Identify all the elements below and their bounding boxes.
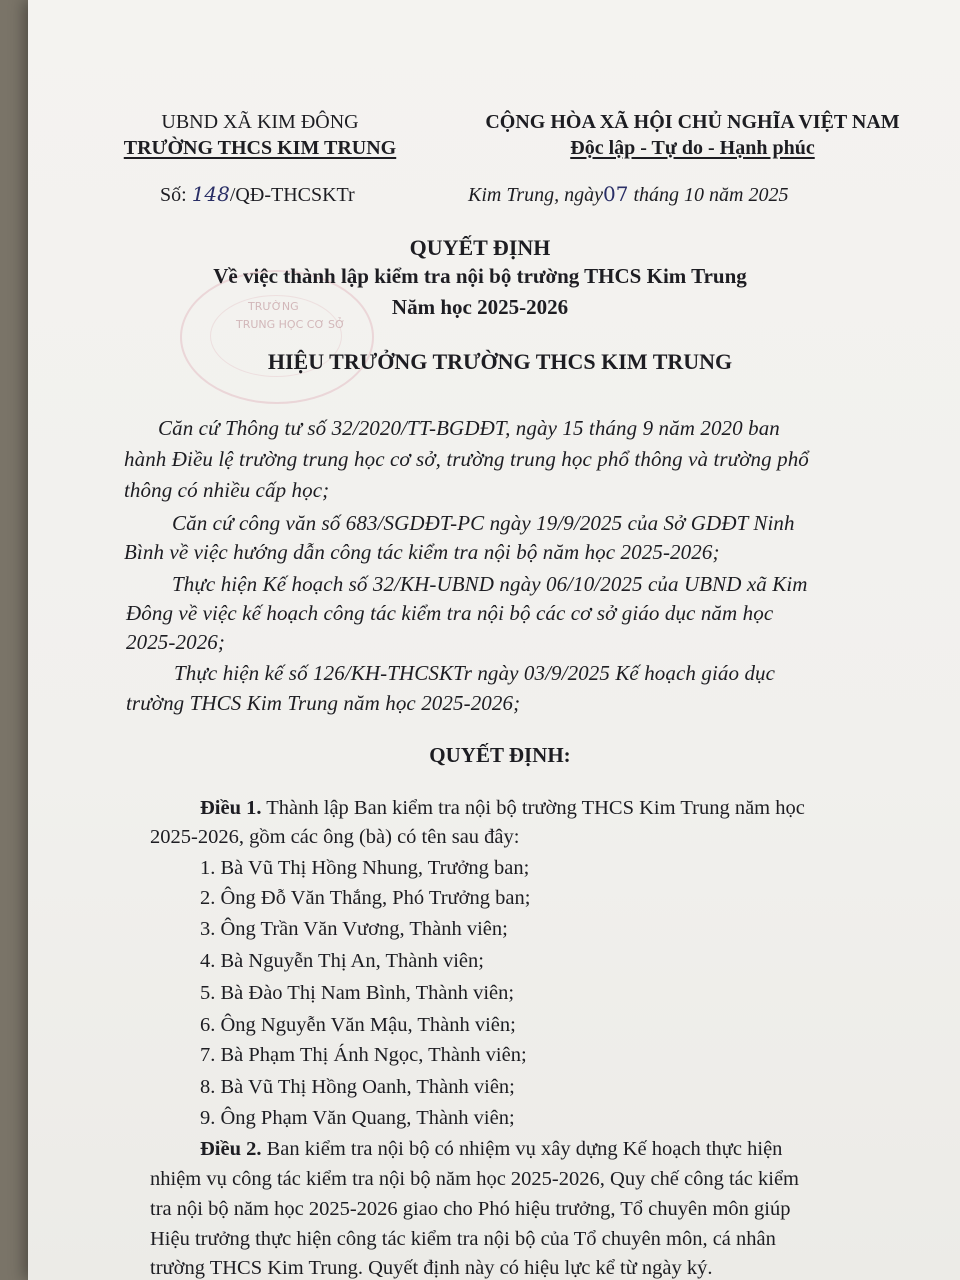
document-number-prefix: Số: [160,184,192,206]
issue-date [468,182,788,207]
issuing-authority: HIỆU TRƯỞNG TRƯỜNG THCS KIM TRUNG [267,349,733,374]
article-2-label: Điều 2. [200,1138,262,1160]
basis-3-line-3: 2025-2026; [126,630,225,654]
stamp-text-line2: TRUNG HỌC CƠ SỞ [236,318,346,331]
stamp-text-line1: TRƯỜNG [248,300,299,313]
basis-2-line-1: Căn cứ công văn số 683/SGDĐT-PC ngày 19/9/2025 của Sở GDĐT Ninh [172,511,795,535]
issue-date-day: 07 [603,182,629,206]
basis-2-line-2: Bình về việc hướng dẫn công tác kiểm tra nội bộ năm học 2025-2026; [124,540,720,564]
issue-date-prefix: Kim Trung, ngày [468,184,604,206]
document-number-suffix: /QĐ-THCSKTr [229,184,355,206]
member-item: 5. Bà Đào Thị Nam Bình, Thành viên; [200,982,515,1004]
article-2-line-5: trường THCS Kim Trung. Quyết định này có hiệu lực kể từ ngày ký. [150,1257,713,1279]
member-item: 8. Bà Vũ Thị Hồng Oanh, Thành viên; [200,1076,515,1098]
article-1-line-1 [200,797,805,820]
basis-4-line-2: trường THCS Kim Trung năm học 2025-2026; [126,691,521,715]
member-item: 4. Bà Nguyễn Thị An, Thành viên; [200,950,484,972]
agency-name: UBND XÃ KIM ĐÔNG [161,111,359,133]
decision-school-year: Năm học 2025-2026 [391,295,569,319]
member-item: 9. Ông Phạm Văn Quang, Thành viên; [200,1107,515,1129]
document-number [160,182,355,207]
basis-1-line-3: thông có nhiều cấp học; [124,478,330,502]
article-2-line-3: tra nội bộ năm học 2025-2026 giao cho Phó hiệu trưởng, Tổ chuyên môn giúp [150,1198,791,1220]
article-1-label: Điều 1. [200,797,262,819]
member-item: 3. Ông Trần Văn Vương, Thành viên; [200,918,508,940]
issue-date-suffix: tháng 10 năm 2025 [633,184,789,206]
member-item: 1. Bà Vũ Thị Hồng Nhung, Trưởng ban; [200,857,530,879]
basis-3-line-1: Thực hiện Kế hoạch số 32/KH-UBND ngày 06/10/2025 của UBND xã Kim [172,572,808,596]
national-motto-text: Độc lập - Tự do - Hạnh phúc [570,137,815,159]
basis-3-line-2: Đông về việc kế hoạch công tác kiểm tra nội bộ các cơ sở giáo dục năm học [126,601,774,625]
national-motto [430,137,955,160]
basis-1-line-2: hành Điều lệ trường trung học cơ sở, trường trung học phổ thông và trường phổ [124,447,809,471]
decision-title: QUYẾT ĐỊNH [409,235,551,260]
member-item: 2. Ông Đỗ Văn Thắng, Phó Trưởng ban; [200,887,531,909]
article-1-line-2: 2025-2026, gồm các ông (bà) có tên sau đây: [150,826,520,848]
article-2-line-2: nhiệm vụ công tác kiểm tra nội bộ năm học 2025-2026, Quy chế công tác kiểm [150,1168,799,1190]
national-title: CỘNG HÒA XÃ HỘI CHỦ NGHĨA VIỆT NAM [485,111,900,133]
article-1-text-1: Thành lập Ban kiểm tra nội bộ trường THCS Kim Trung năm học [261,797,805,819]
member-item: 7. Bà Phạm Thị Ánh Ngọc, Thành viên; [200,1044,527,1066]
document-number-handwritten: 148 [191,182,230,206]
article-2-text-1: Ban kiểm tra nội bộ có nhiệm vụ xây dựng Kế hoạch thực hiện [261,1138,783,1160]
basis-4-line-1: Thực hiện kế số 126/KH-THCSKTr ngày 03/9/2025 Kế hoạch giáo dục [174,661,776,685]
decision-heading: QUYẾT ĐỊNH: [429,743,571,767]
basis-1-line-1: Căn cứ Thông tư số 32/2020/TT-BGDĐT, ngày 15 tháng 9 năm 2020 ban [158,416,780,440]
school-name-text: TRƯỜNG THCS KIM TRUNG [123,137,397,159]
member-item: 6. Ông Nguyễn Văn Mậu, Thành viên; [200,1014,516,1036]
article-2-line-4: Hiệu trưởng thực hiện công tác kiểm tra nội bộ của Tổ chuyên môn, cá nhân [150,1228,776,1250]
article-2-line-1 [200,1138,782,1161]
decision-subject: Về việc thành lập kiểm tra nội bộ trường THCS Kim Trung [213,264,747,288]
